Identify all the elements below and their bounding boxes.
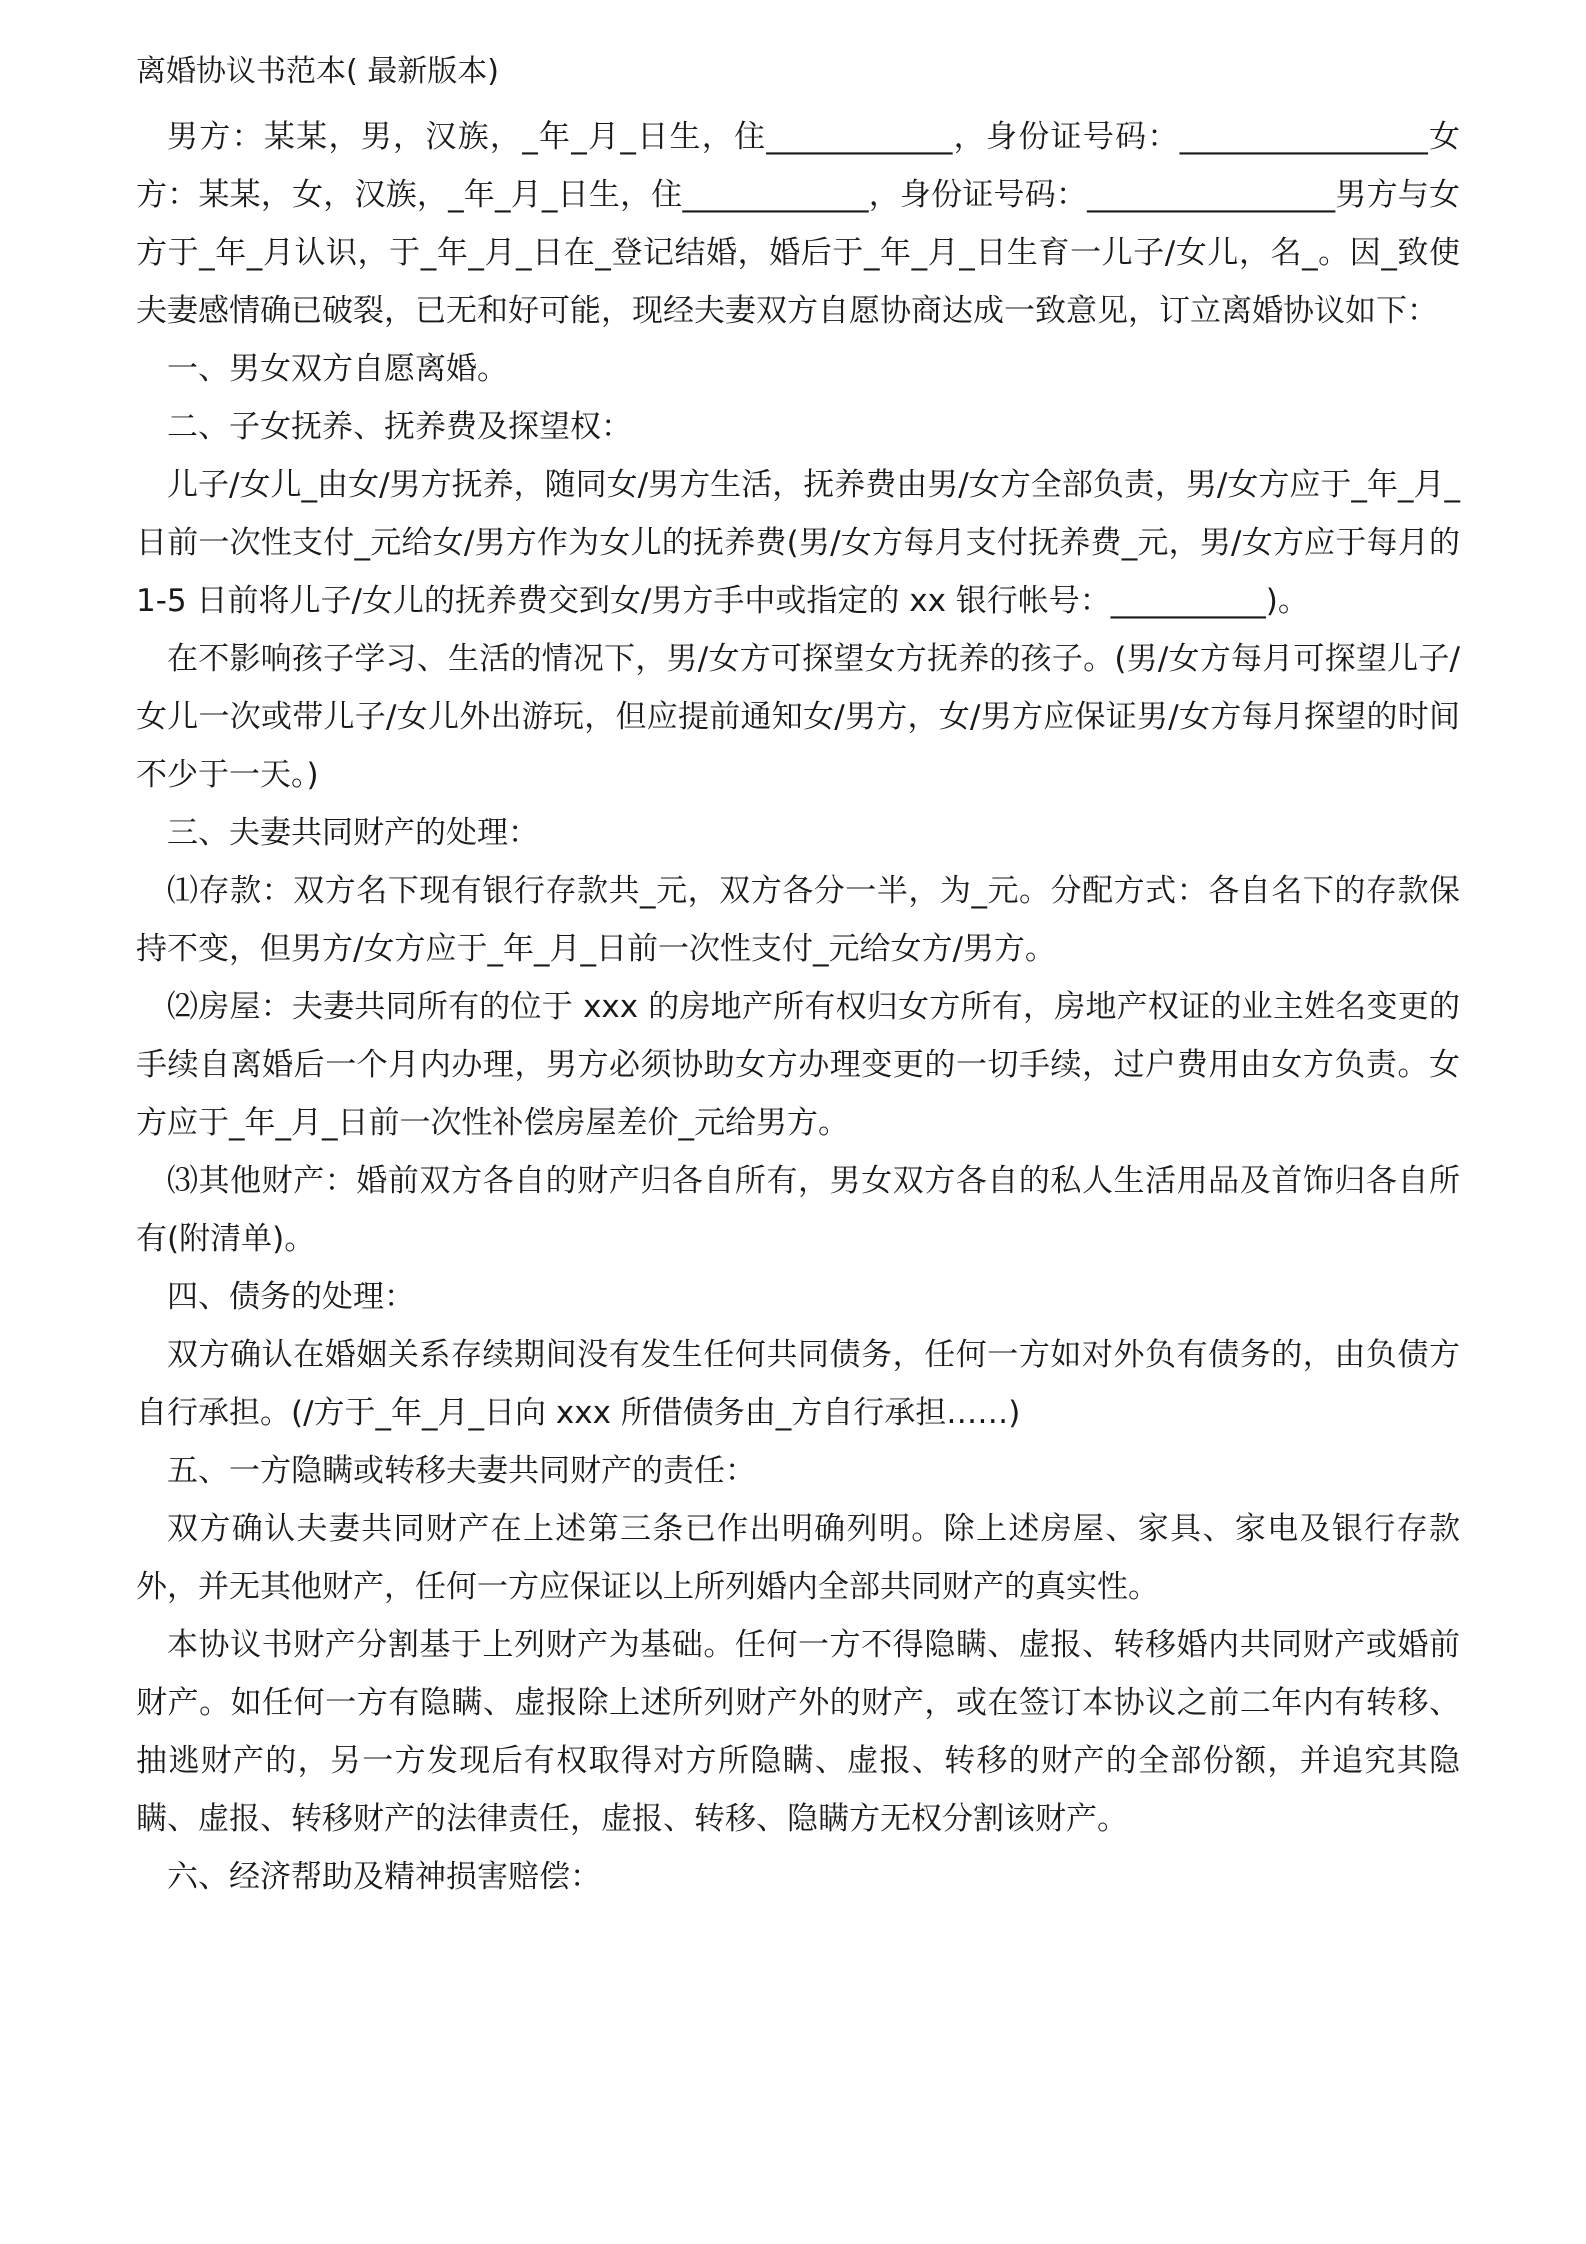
clause-5-heading: 五、一方隐瞒或转移夫妻共同财产的责任： — [167, 1453, 756, 1489]
clause-6-heading: 六、经济帮助及精神损害赔偿： — [167, 1859, 601, 1895]
housing-paragraph: ⑵房屋：夫妻共同所有的位于 xxx 的房地产所有权归女方所有，房地产权证的业主姓名变更的手续自离婚后一个月内办理，男方必须协助女方办理变更的一切手续，过户费用由女方负责。女方应于_年_月_日前一次性补偿房屋差价_元给男方。 — [136, 989, 1460, 1141]
clause-2-heading: 二、子女抚养、抚养费及探望权： — [167, 409, 632, 445]
child-support-paragraph: 儿子/女儿_由女/男方抚养，随同女/男方生活，抚养费由男/女方全部负责，男/女方应于_年_月_日前一次性支付_元给女/男方作为女儿的抚养费(男/女方每月支付抚养费_元，男/女方应于每月的 1-5 日前将儿子/女儿的抚养费交到女/男方手中或指定的 xx 银行帐号：__________)。 — [136, 467, 1460, 619]
visitation-paragraph: 在不影响孩子学习、生活的情况下，男/女方可探望女方抚养的孩子。(男/女方每月可探望儿子/女儿一次或带儿子/女儿外出游玩，但应提前通知女/男方，女/男方应保证男/女方每月探望的时间不少于一天。) — [136, 641, 1460, 793]
clause-1-heading: 一、男女双方自愿离婚。 — [167, 351, 508, 387]
debt-paragraph: 双方确认在婚姻关系存续期间没有发生任何共同债务，任何一方如对外负有债务的，由负债方自行承担。(/方于_年_月_日向 xxx 所借债务由_方自行承担……) — [136, 1337, 1460, 1431]
document-title: 离婚协议书范本( 最新版本) — [136, 54, 499, 89]
clause-3-heading: 三、夫妻共同财产的处理： — [167, 815, 539, 851]
property-confirmation-paragraph: 双方确认夫妻共同财产在上述第三条已作出明确列明。除上述房屋、家具、家电及银行存款外，并无其他财产，任何一方应保证以上所列婚内全部共同财产的真实性。 — [136, 1511, 1460, 1605]
clause-4-heading: 四、债务的处理： — [167, 1279, 415, 1315]
parties-paragraph: 男方：某某，男，汉族，_年_月_日生，住____________，身份证号码：________________女方：某某，女，汉族，_年_月_日生，住____________，身份证号码：________________男方与女方于_年_月认识，于_年_月_日在_登记结婚，婚后于_年_月_日生育一儿子/女儿，名_。因_致使夫妻感情确已破裂，已无和好可能，现经夫妻双方自愿协商达成一致意见，订立离婚协议如下： — [136, 119, 1460, 329]
document-page — [136, 52, 1460, 1906]
concealment-liability-paragraph: 本协议书财产分割基于上列财产为基础。任何一方不得隐瞒、虚报、转移婚内共同财产或婚前财产。如任何一方有隐瞒、虚报除上述所列财产外的财产，或在签订本协议之前二年内有转移、抽逃财产的，另一方发现后有权取得对方所隐瞒、虚报、转移的财产的全部份额，并追究其隐瞒、虚报、转移财产的法律责任，虚报、转移、隐瞒方无权分割该财产。 — [136, 1627, 1460, 1837]
other-property-paragraph: ⑶其他财产：婚前双方各自的财产归各自所有，男女双方各自的私人生活用品及首饰归各自所有(附清单)。 — [136, 1163, 1460, 1257]
savings-paragraph: ⑴存款：双方名下现有银行存款共_元，双方各分一半，为_元。分配方式：各自名下的存款保持不变，但男方/女方应于_年_月_日前一次性支付_元给女方/男方。 — [136, 873, 1460, 967]
